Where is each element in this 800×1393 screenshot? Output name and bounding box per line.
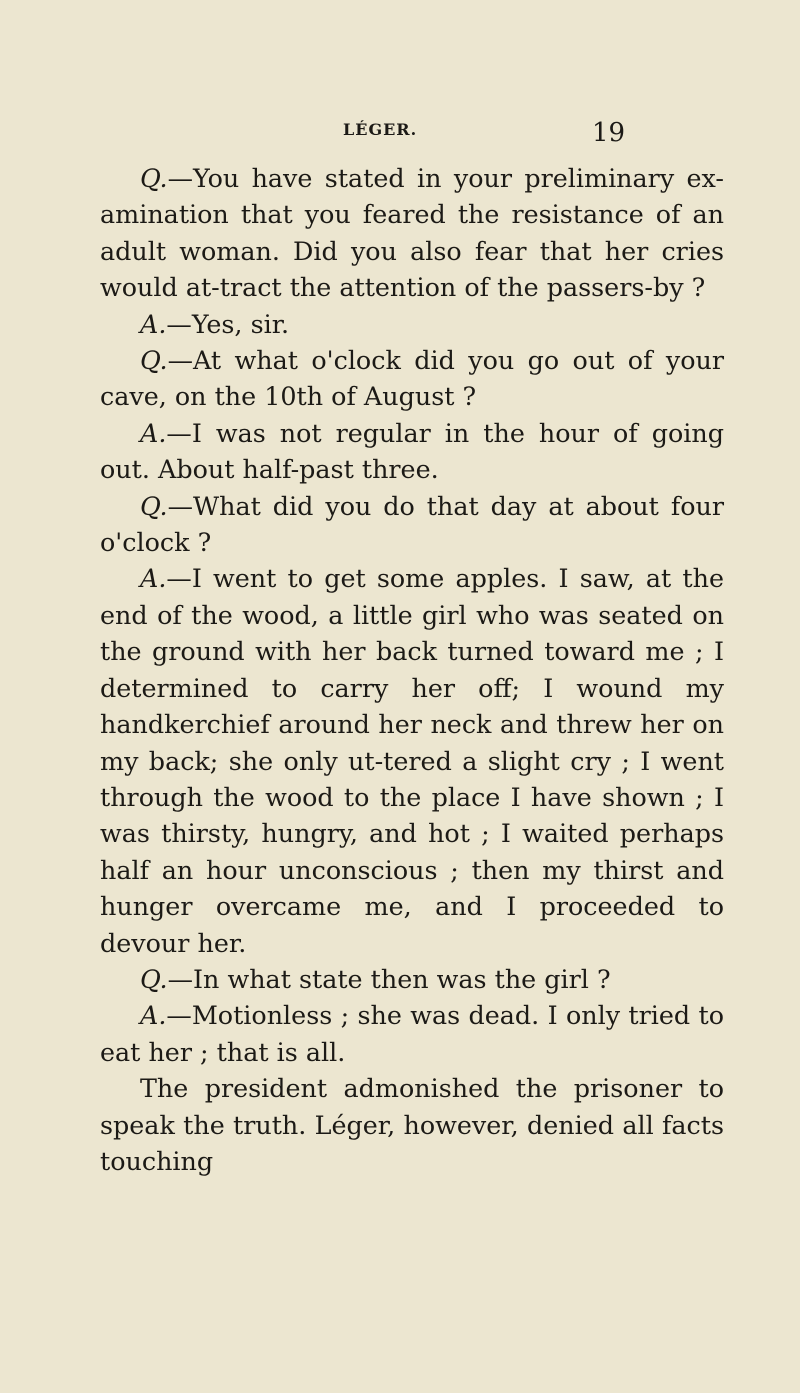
speaker-label: A. <box>140 308 167 339</box>
speaker-label: Q. <box>140 963 168 994</box>
paragraph-answer <box>100 560 724 960</box>
paragraph-question <box>100 160 724 306</box>
body-text <box>100 160 724 1179</box>
speaker-label: Q. <box>140 163 168 193</box>
paragraph-narrative <box>100 1070 724 1179</box>
paragraph-text: The president admonished the prisoner to speak the truth. Léger, however, denied all facts touching <box>100 1073 724 1176</box>
paragraph-text: —At what o'clock did you go out of your cave, on the 10th of August ? <box>100 345 724 412</box>
paragraph-text: —I was not regular in the hour of going out. About half-past three. <box>100 417 724 485</box>
paragraph-text: —Yes, sir. <box>166 308 290 339</box>
speaker-label: A. <box>140 417 167 448</box>
page-number: 19 <box>592 118 626 148</box>
speaker-label: Q. <box>140 490 168 521</box>
paragraph-text: —I went to get some apples. I saw, at the end of the wood, a little girl who was seated on the ground with her back turned toward me ; I determined to carry her off; I wound my handkerchief around her neck and threw her on my back; she only ut-tered a slight cry ; I went through the wood to the place I have shown ; I was thirsty, hungry, and hot ; I waited perhaps half an hour unconscious ; then my thirst and hunger overcame me, and I proceeded to devour her. <box>100 563 724 958</box>
paragraph-text: —You have stated in your preliminary ex-amination that you feared the resistance of an adult woman. Did you also fear that her cries would at-tract the attention of the passers-by ? <box>100 163 724 303</box>
paragraph-text: —What did you do that day at about four o'clock ? <box>100 490 724 558</box>
running-head <box>0 118 800 158</box>
paragraph-question <box>100 488 724 561</box>
speaker-label: A. <box>140 563 167 594</box>
paragraph-question <box>100 961 724 997</box>
speaker-label: Q. <box>140 345 168 376</box>
running-title: LÉGER. <box>343 120 418 139</box>
paragraph-text: —In what state then was the girl ? <box>167 963 611 994</box>
paragraph-question <box>100 342 724 415</box>
paragraph-answer <box>100 997 724 1070</box>
speaker-label: A. <box>140 1000 167 1031</box>
paragraph-text: —Motionless ; she was dead. I only tried to eat her ; that is all. <box>100 1000 724 1067</box>
paragraph-answer <box>100 415 724 488</box>
paragraph-answer <box>100 306 724 342</box>
